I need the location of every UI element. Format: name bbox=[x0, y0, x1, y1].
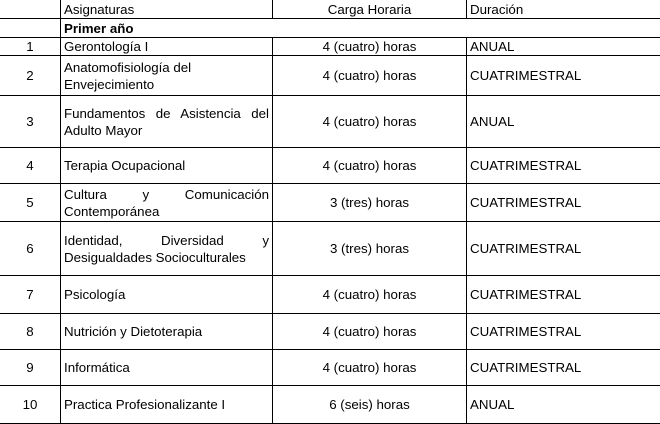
table-row bbox=[0, 184, 660, 222]
table-header-row bbox=[0, 0, 660, 19]
subject-name-line: Anatomofisiología del bbox=[64, 59, 192, 75]
subject-name-line: Nutrición y Dietoterapia bbox=[64, 324, 203, 339]
table-row bbox=[0, 96, 660, 148]
subject-name bbox=[60, 222, 272, 275]
subject-name bbox=[60, 184, 272, 221]
row-number: 7 bbox=[26, 287, 34, 302]
subject-name bbox=[60, 276, 272, 313]
subject-name bbox=[60, 314, 272, 349]
row-number: 2 bbox=[26, 68, 34, 83]
table-row bbox=[0, 276, 660, 314]
header-hours: Carga Horaria bbox=[272, 0, 466, 18]
row-number: 8 bbox=[26, 324, 34, 339]
hours-cell: 4 (cuatro) horas bbox=[272, 276, 466, 313]
header-duration: Duración bbox=[466, 0, 660, 18]
row-number: 4 bbox=[26, 158, 34, 173]
duration-cell: CUATRIMESTRAL bbox=[466, 222, 660, 275]
subject-name-line: Desigualdades Socioculturales bbox=[64, 249, 246, 265]
table-row bbox=[0, 314, 660, 350]
hours-cell: 4 (cuatro) horas bbox=[272, 148, 466, 183]
duration-cell: CUATRIMESTRAL bbox=[466, 314, 660, 349]
row-number: 9 bbox=[26, 360, 34, 375]
subject-name-line: Identidad, Diversidad y bbox=[64, 232, 269, 248]
table-row bbox=[0, 38, 660, 56]
duration-cell: CUATRIMESTRAL bbox=[466, 276, 660, 313]
hours-cell: 4 (cuatro) horas bbox=[272, 314, 466, 349]
row-number: 3 bbox=[26, 114, 34, 129]
row-number: 1 bbox=[26, 39, 34, 54]
hours-cell: 6 (seis) horas bbox=[272, 386, 466, 423]
table-row bbox=[0, 386, 660, 424]
duration-cell: CUATRIMESTRAL bbox=[466, 56, 660, 95]
duration-cell: ANUAL bbox=[466, 96, 660, 147]
subject-name bbox=[60, 386, 272, 423]
subject-name bbox=[60, 38, 272, 55]
hours-cell: 4 (cuatro) horas bbox=[272, 96, 466, 147]
subject-name bbox=[60, 56, 272, 95]
subject-name-line: Cultura y Comunicación bbox=[64, 186, 269, 202]
hours-cell: 3 (tres) horas bbox=[272, 222, 466, 275]
hours-cell: 4 (cuatro) horas bbox=[272, 350, 466, 385]
hours-cell: 4 (cuatro) horas bbox=[272, 38, 466, 55]
table-row bbox=[0, 222, 660, 276]
subject-name-line: Psicología bbox=[64, 287, 126, 302]
row-number: 10 bbox=[22, 397, 38, 412]
duration-cell: CUATRIMESTRAL bbox=[466, 148, 660, 183]
subject-name-line: Contemporánea bbox=[64, 203, 160, 219]
duration-cell: CUATRIMESTRAL bbox=[466, 350, 660, 385]
table-row bbox=[0, 56, 660, 96]
subject-name-line: Envejecimiento bbox=[64, 76, 155, 92]
subject-name bbox=[60, 96, 272, 147]
table-row bbox=[0, 350, 660, 386]
duration-cell: ANUAL bbox=[466, 38, 660, 55]
table-row bbox=[0, 148, 660, 184]
hours-cell: 3 (tres) horas bbox=[272, 184, 466, 221]
section-title: Primer año bbox=[60, 19, 660, 37]
subject-name-line: Adulto Mayor bbox=[64, 122, 143, 138]
subject-name-line: Fundamentos de Asistencia del bbox=[64, 105, 269, 121]
subject-name-line: Informática bbox=[64, 360, 130, 375]
duration-cell: CUATRIMESTRAL bbox=[466, 184, 660, 221]
section-row bbox=[0, 19, 660, 38]
subject-name bbox=[60, 148, 272, 183]
header-number-cell bbox=[0, 0, 60, 18]
subject-name-line: Terapia Ocupacional bbox=[64, 158, 186, 173]
row-number: 6 bbox=[26, 241, 34, 256]
subject-name-line: Practica Profesionalizante I bbox=[64, 397, 226, 412]
hours-cell: 4 (cuatro) horas bbox=[272, 56, 466, 95]
duration-cell: ANUAL bbox=[466, 386, 660, 423]
subject-name-line: Gerontología I bbox=[64, 39, 149, 54]
row-number: 5 bbox=[26, 195, 34, 210]
subject-name bbox=[60, 350, 272, 385]
header-subjects: Asignaturas bbox=[60, 0, 272, 18]
